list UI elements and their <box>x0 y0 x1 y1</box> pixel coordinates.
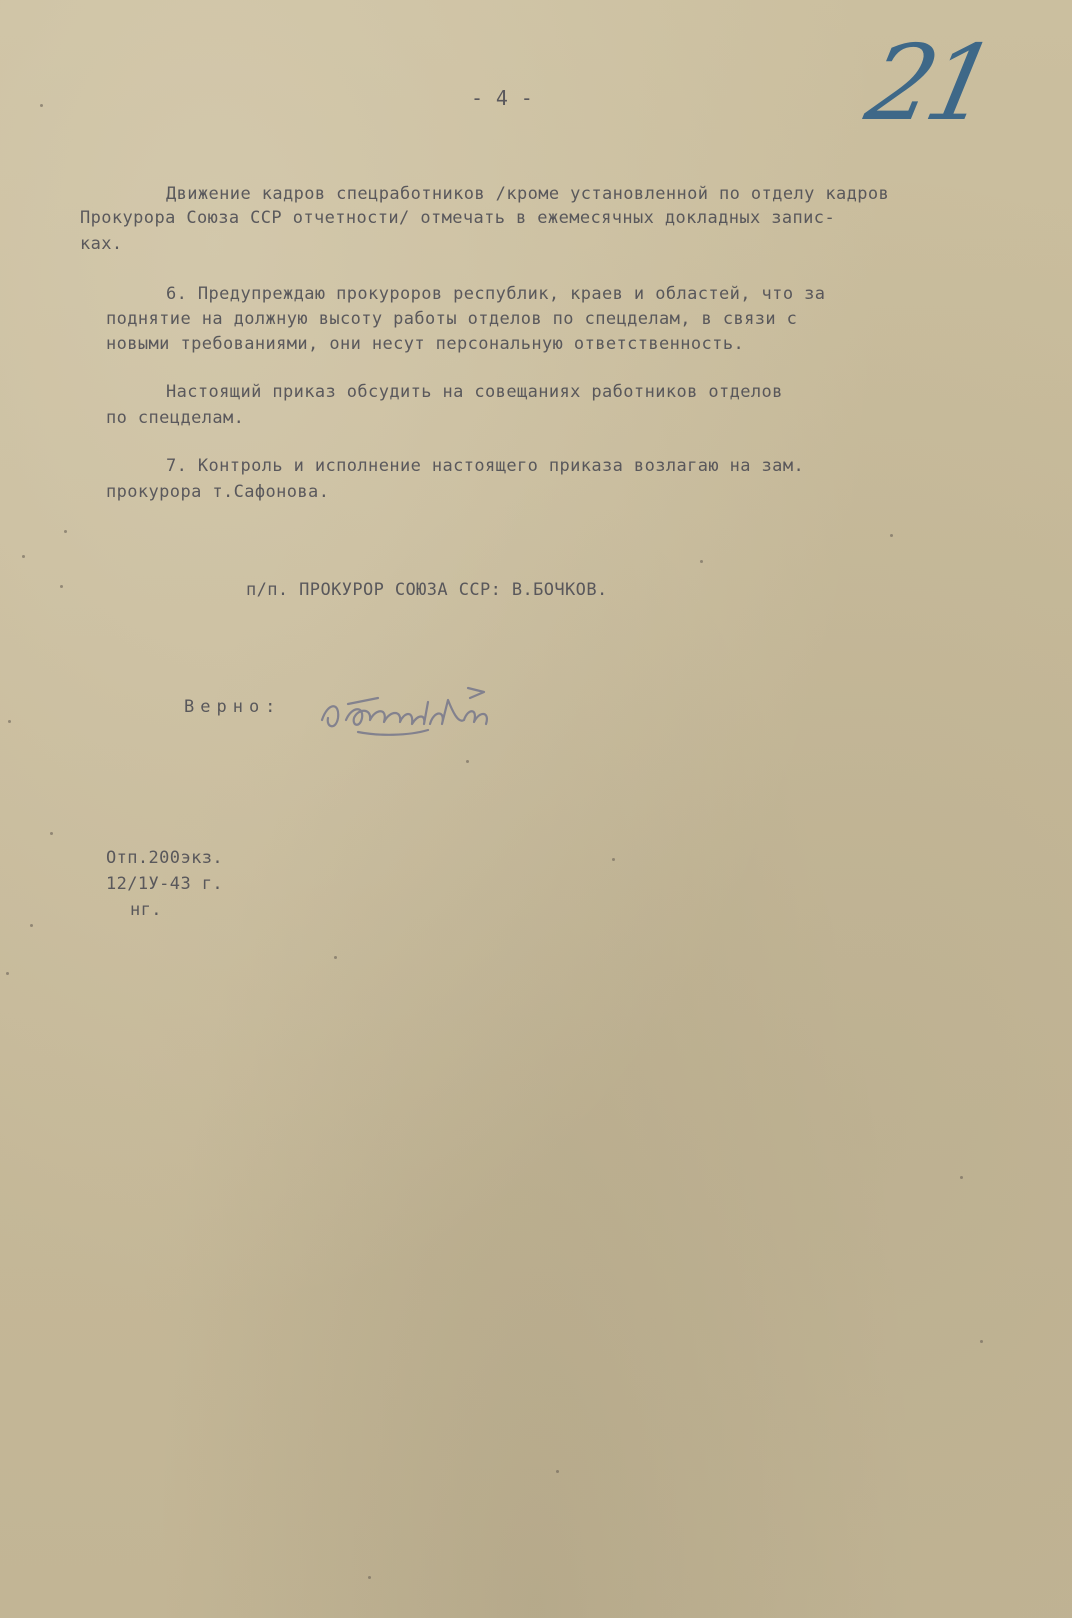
signature-line: п/п. ПРОКУРОР СОЮЗА ССР: В.БОЧКОВ. <box>246 580 608 600</box>
speckle <box>334 956 337 959</box>
text-line: по спецделам. <box>106 408 245 428</box>
text-line: Прокурора Союза ССР отчетности/ отмечать в ежемесячных докладных запис- <box>80 208 836 228</box>
text-line: Настоящий приказ обсудить на совещаниях работников отделов <box>166 382 783 402</box>
speckle <box>612 858 615 861</box>
speckle <box>6 972 9 975</box>
speckle <box>22 555 25 558</box>
speckle <box>556 1470 559 1473</box>
speckle <box>40 104 43 107</box>
certified-label: Верно: <box>184 697 282 717</box>
speckle <box>64 530 67 533</box>
text-line: поднятие на должную высоту работы отделов по спецделам, в связи с <box>106 309 798 329</box>
speckle <box>60 585 63 588</box>
handwritten-signature <box>318 680 538 740</box>
speckle <box>8 720 11 723</box>
speckle <box>960 1176 963 1179</box>
archive-page-number: 21 <box>857 22 1000 144</box>
text-line: новыми требованиями, они несут персональную ответственность. <box>106 334 745 354</box>
text-line: 6. Предупреждаю прокуроров республик, краев и областей, что за <box>166 284 826 304</box>
speckle <box>368 1576 371 1579</box>
text-line: нг. <box>130 900 162 920</box>
speckle <box>466 760 469 763</box>
speckle <box>890 534 893 537</box>
text-line: 7. Контроль и исполнение настоящего приказа возлагаю на зам. <box>166 456 805 476</box>
speckle <box>50 832 53 835</box>
page-number: - 4 - <box>471 86 534 110</box>
speckle <box>30 924 33 927</box>
text-line: Отп.200экз. <box>106 848 223 868</box>
text-line: прокурора т.Сафонова. <box>106 482 330 502</box>
text-line: ках. <box>80 234 123 254</box>
speckle <box>700 560 703 563</box>
speckle <box>980 1340 983 1343</box>
text-line: 12/1У-43 г. <box>106 874 223 894</box>
text-line: Движение кадров спецработников /кроме установленной по отделу кадров <box>166 184 890 204</box>
